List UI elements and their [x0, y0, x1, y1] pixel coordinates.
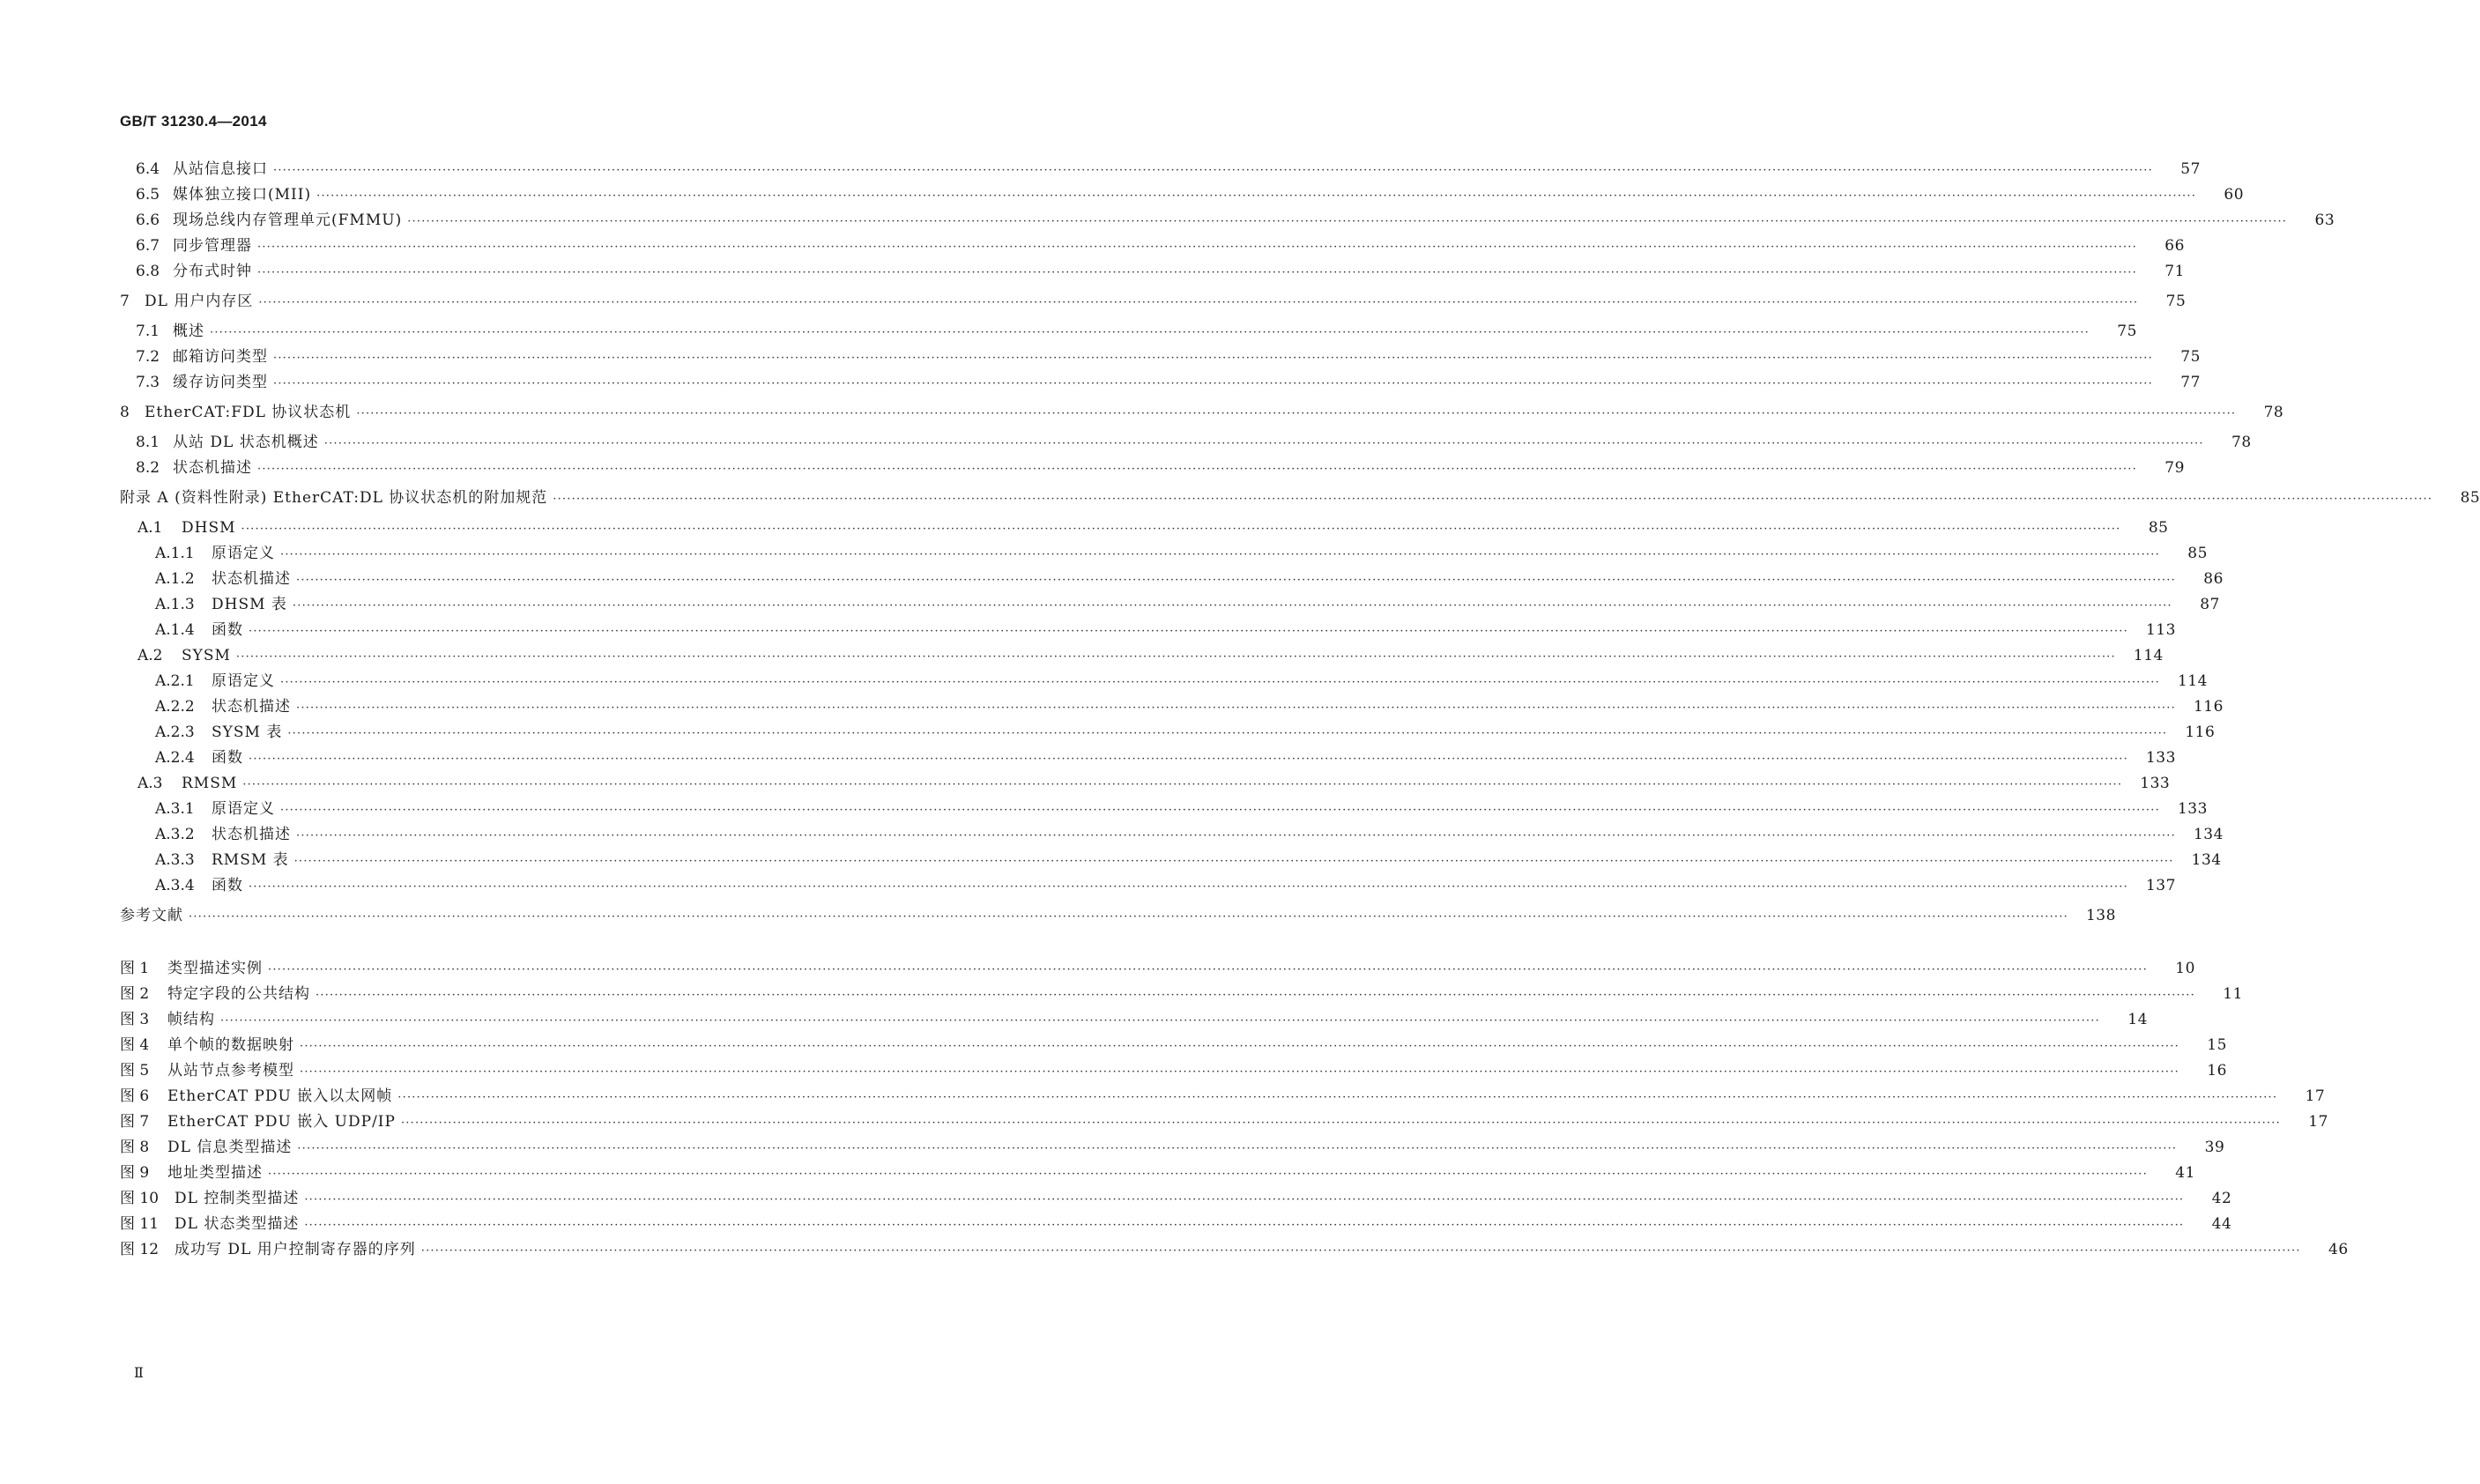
toc-entry-title: 原语定义 [212, 800, 275, 818]
toc-dot-leader: ················································································································································································································································································································································································································ [249, 753, 2128, 766]
toc-entry-page: 63 [2314, 211, 2335, 229]
toc-entry-title: 同步管理器 [173, 237, 252, 255]
toc-dot-leader: ················································································································································································································································································································································································································ [323, 437, 2204, 450]
toc-entry-title: 类型描述实例 [167, 960, 263, 977]
toc-entry-number: 图 10 [120, 1190, 160, 1207]
toc-dot-leader: ················································································································································································································································································································································································································ [210, 326, 2090, 339]
toc-dot-leader: ················································································································································································································································································································································································································ [257, 266, 2137, 279]
toc-entry-title: SYSM 表 [212, 723, 283, 741]
toc-entry-page: 85 [2187, 545, 2208, 562]
toc-entry-number: A.3.1 [155, 800, 195, 818]
toc-entry-page: 133 [2177, 800, 2208, 818]
toc-entry[interactable] [0, 543, 2208, 564]
toc-dot-leader: ················································································································································································································································································································································································································ [189, 910, 2068, 924]
toc-dot-leader: ················································································································································································································································································································································································································ [397, 1091, 2278, 1104]
toc-entry-title: 邮箱访问类型 [173, 348, 268, 366]
toc-entry-number: A.2.4 [155, 749, 195, 767]
toc-entry-page: 66 [2164, 237, 2185, 255]
toc-dot-leader: ················································································································································································································································································································································································································ [249, 880, 2128, 894]
toc-entry-number: 图 2 [120, 985, 150, 1003]
toc-entry-title: 成功写 DL 用户控制寄存器的序列 [174, 1241, 416, 1258]
toc-entry-page: 71 [2164, 263, 2185, 280]
toc-entry[interactable] [0, 402, 2284, 423]
toc-entry-title: 特定字段的公共结构 [167, 985, 310, 1003]
toc-entry-title: 从站 DL 状态机概述 [173, 434, 319, 451]
toc-entry[interactable] [0, 184, 2245, 205]
toc-entry-title: 缓存访问类型 [173, 374, 268, 391]
toc-entry[interactable] [0, 958, 2195, 979]
toc-entry-number: 图 3 [120, 1011, 150, 1028]
toc-entry-page: 42 [2211, 1190, 2232, 1207]
toc-entry[interactable] [0, 722, 2216, 743]
toc-entry-number: 7.2 [136, 348, 160, 366]
toc-entry-title: SYSM [182, 647, 231, 664]
toc-entry[interactable] [0, 983, 2243, 1005]
toc-entry[interactable] [0, 487, 2480, 508]
toc-entry-page: 85 [2460, 489, 2480, 507]
toc-entry-number: 7.1 [136, 323, 160, 340]
toc-entry[interactable] [0, 457, 2185, 479]
toc-entry[interactable] [0, 1239, 2349, 1260]
toc-entry[interactable] [0, 850, 2222, 871]
toc-dot-leader: ················································································································································································································································································································································································································ [293, 855, 2174, 868]
toc-dot-leader: ················································································································································································································································································································································································································ [420, 1244, 2301, 1258]
toc-entry-number: 图 7 [120, 1113, 150, 1131]
toc-entry-page: 57 [2180, 160, 2201, 178]
toc-entry-title: 地址类型描述 [167, 1164, 263, 1182]
toc-entry[interactable] [0, 696, 2224, 717]
toc-entry-title: 状态机描述 [212, 698, 291, 716]
toc-entry-page: 114 [2177, 672, 2208, 690]
toc-entry-number: A.1.2 [155, 570, 195, 588]
toc-entry-title: EtherCAT PDU 嵌入以太网帧 [167, 1087, 393, 1105]
toc-entry-number: 6.4 [136, 160, 160, 178]
toc-entry-page: 78 [2231, 434, 2252, 451]
toc-entry-number: 8.1 [136, 434, 160, 451]
toc-entry-page: 85 [2148, 519, 2169, 537]
toc-entry-title: DL 信息类型描述 [167, 1139, 293, 1156]
toc-dot-leader: ················································································································································································································································································································································································································ [296, 829, 2176, 842]
toc-entry-title: DHSM 表 [212, 596, 287, 613]
toc-dot-leader: ················································································································································································································································································································································································································ [297, 1142, 2178, 1155]
toc-dot-leader: ················································································································································································································································································································································································································ [300, 1040, 2179, 1053]
toc-entry-title: 参考文献 [120, 907, 183, 924]
toc-entry-title: 帧结构 [167, 1011, 215, 1028]
toc-entry-page: 78 [2263, 404, 2284, 421]
toc-dot-leader: ················································································································································································································································································································································································································ [316, 989, 2195, 1002]
toc-entry-title: DL 控制类型描述 [174, 1190, 300, 1207]
toc-entry-page: 15 [2207, 1036, 2227, 1054]
toc-dot-leader: ················································································································································································································································································································································································································ [296, 701, 2176, 715]
toc-dot-leader: ················································································································································································································································································································································································································ [280, 676, 2160, 689]
toc-entry-number: 图 12 [120, 1241, 160, 1258]
toc-entry-number: A.1.4 [155, 621, 195, 639]
toc-entry[interactable] [0, 159, 2201, 180]
toc-dot-leader: ················································································································································································································································································································································································································ [304, 1219, 2185, 1232]
toc-entry-title: 从站信息接口 [173, 160, 268, 178]
toc-entry-number: 图 11 [120, 1215, 160, 1233]
toc-entry-page: 116 [2193, 698, 2224, 716]
toc-dot-leader: ················································································································································································································································································································································································································ [356, 407, 2237, 420]
toc-entry[interactable] [0, 1035, 2227, 1056]
toc-entry-number: A.3.2 [155, 826, 195, 843]
toc-entry-page: 16 [2207, 1062, 2227, 1080]
toc-dot-leader: ················································································································································································································································································································································································································ [268, 1168, 2148, 1181]
toc-entry-page: 41 [2175, 1164, 2195, 1182]
toc-entry-number: 6.5 [136, 186, 160, 204]
toc-entry-page: 75 [2117, 323, 2137, 340]
toc-entry-title: 现场总线内存管理单元(FMMU) [173, 211, 403, 229]
toc-entry-number: 8 [120, 404, 130, 421]
toc-entry[interactable] [0, 346, 2201, 367]
toc-entry[interactable] [0, 747, 2176, 768]
toc-dot-leader: ················································································································································································································································································································································································································ [257, 463, 2137, 476]
toc-entry-number: A.2.2 [155, 698, 195, 716]
toc-dot-leader: ················································································································································································································································································································································································································ [241, 523, 2121, 536]
toc-entry-number: 8.2 [136, 459, 160, 477]
toc-entry[interactable] [0, 1213, 2232, 1235]
toc-dot-leader: ················································································································································································································································································································································································································ [280, 548, 2160, 561]
toc-entry-title: 从站节点参考模型 [167, 1062, 294, 1080]
standard-code-header: GB/T 31230.4—2014 [120, 113, 267, 130]
toc-entry-number: A.2.1 [155, 672, 195, 690]
toc-entry-number: A.1 [137, 519, 163, 537]
toc-dot-leader: ················································································································································································································································································································································································································ [258, 296, 2139, 309]
toc-entry-page: 134 [2193, 826, 2224, 843]
toc-entry-page: 137 [2145, 877, 2176, 894]
toc-entry-page: 11 [2223, 985, 2243, 1003]
toc-entry[interactable] [0, 1086, 2326, 1107]
toc-entry-page: 44 [2211, 1215, 2232, 1233]
toc-dot-leader: ················································································································································································································································································································································································································ [280, 804, 2160, 817]
toc-entry[interactable] [0, 432, 2252, 453]
toc-entry-title: 概述 [173, 323, 204, 340]
toc-entry-number: A.3.3 [155, 851, 195, 869]
toc-dot-leader: ················································································································································································································································································································································································································ [249, 625, 2128, 638]
toc-dot-leader: ················································································································································································································································································································································································································ [300, 1065, 2179, 1079]
toc-dot-leader: ················································································································································································································································································································································································································ [400, 1117, 2281, 1130]
toc-entry-number: A.1.1 [155, 545, 195, 562]
toc-entry-page: 116 [2185, 723, 2216, 741]
toc-entry-number: A.3 [137, 775, 163, 792]
toc-entry[interactable] [0, 1060, 2227, 1081]
toc-entry-page: 17 [2305, 1087, 2326, 1105]
toc-entry-page: 133 [2140, 775, 2171, 792]
toc-entry[interactable] [0, 568, 2224, 590]
toc-entry-number: 6.7 [136, 237, 160, 255]
toc-entry-number: A.3.4 [155, 877, 195, 894]
toc-dot-leader: ················································································································································································································································································································································································································ [273, 352, 2153, 365]
toc-dot-leader: ················································································································································································································································································································································································································ [304, 1193, 2185, 1206]
toc-entry-title: DL 用户内存区 [145, 293, 254, 310]
toc-entry[interactable] [0, 372, 2201, 393]
toc-entry-title: EtherCAT:FDL 协议状态机 [145, 404, 352, 421]
toc-entry-title: 函数 [212, 877, 243, 894]
page-number-footer: Ⅱ [134, 1364, 144, 1381]
toc-entry[interactable] [0, 620, 2176, 641]
toc-entry[interactable] [0, 875, 2176, 896]
toc-entry-page: 138 [2085, 907, 2116, 924]
toc-entry-number: 图 5 [120, 1062, 150, 1080]
toc-entry-page: 46 [2328, 1241, 2349, 1258]
toc-entry[interactable] [0, 798, 2208, 820]
toc-dot-leader: ················································································································································································································································································································································································································ [273, 164, 2153, 177]
toc-entry[interactable] [0, 773, 2171, 794]
toc-dot-leader: ················································································································································································································································································································································································································ [553, 493, 2433, 506]
toc-entry-title: 附录 A (资料性附录) EtherCAT:DL 协议状态机的附加规范 [120, 489, 548, 507]
toc-entry[interactable] [0, 1137, 2225, 1158]
toc-entry-page: 10 [2175, 960, 2195, 977]
toc-entry-title: RMSM 表 [212, 851, 289, 869]
toc-entry-title: 原语定义 [212, 672, 275, 690]
toc-entry-number: 7.3 [136, 374, 160, 391]
toc-entry[interactable] [0, 824, 2224, 845]
toc-entry[interactable] [0, 1111, 2328, 1132]
toc-dot-leader: ················································································································································································································································································································································································································ [268, 963, 2148, 976]
toc-entry[interactable] [0, 1009, 2148, 1030]
toc-entry-title: 原语定义 [212, 545, 275, 562]
toc-dot-leader: ················································································································································································································································································································································································································ [257, 241, 2137, 254]
toc-dot-leader: ················································································································································································································································································································································································································ [316, 189, 2197, 203]
toc-entry-page: 86 [2203, 570, 2224, 588]
toc-entry-title: DHSM [182, 519, 236, 537]
toc-entry-number: 6.6 [136, 211, 160, 229]
toc-dot-leader: ················································································································································································································································································································································································································ [407, 215, 2288, 228]
toc-entry-number: A.1.3 [155, 596, 195, 613]
toc-entry-title: EtherCAT PDU 嵌入 UDP/IP [167, 1113, 396, 1131]
toc-dot-leader: ················································································································································································································································································································································································································ [292, 599, 2172, 612]
toc-entry-title: 分布式时钟 [173, 263, 252, 280]
toc-entry-title: RMSM [182, 775, 238, 792]
toc-entry-page: 75 [2180, 348, 2201, 366]
toc-entry-title: 函数 [212, 621, 243, 639]
toc-entry-title: 状态机描述 [212, 570, 291, 588]
toc-entry-number: A.2.3 [155, 723, 195, 741]
toc-entry-title: 函数 [212, 749, 243, 767]
toc-entry-number: A.2 [137, 647, 163, 664]
toc-entry-title: 单个帧的数据映射 [167, 1036, 294, 1054]
toc-entry-title: 媒体独立接口(MII) [173, 186, 312, 204]
toc-entry-page: 87 [2200, 596, 2220, 613]
toc-entry[interactable] [0, 905, 2116, 926]
toc-entry-title: DL 状态类型描述 [174, 1215, 300, 1233]
toc-entry-page: 60 [2224, 186, 2245, 204]
toc-entry-page: 134 [2191, 851, 2222, 869]
toc-entry[interactable] [0, 210, 2335, 231]
toc-entry[interactable] [0, 671, 2208, 692]
toc-entry-number: 7 [120, 293, 130, 310]
toc-dot-leader: ················································································································································································································································································································································································································ [235, 650, 2116, 664]
toc-entry-page: 39 [2204, 1139, 2225, 1156]
toc-entry-number: 图 4 [120, 1036, 150, 1054]
toc-entry-number: 6.8 [136, 263, 160, 280]
toc-entry-page: 77 [2180, 374, 2201, 391]
toc-entry-page: 133 [2145, 749, 2176, 767]
toc-entry[interactable] [0, 1188, 2232, 1209]
toc-entry[interactable] [0, 1162, 2195, 1183]
toc-entry-page: 75 [2165, 293, 2187, 310]
toc-entry-page: 113 [2145, 621, 2176, 639]
toc-entry[interactable] [0, 517, 2169, 538]
toc-entry[interactable] [0, 594, 2220, 615]
toc-dot-leader: ················································································································································································································································································································································································································ [273, 377, 2153, 390]
toc-entry-number: 图 6 [120, 1087, 150, 1105]
toc-entry[interactable] [0, 235, 2185, 256]
toc-dot-leader: ················································································································································································································································································································································································································ [242, 778, 2123, 791]
toc-entry[interactable] [0, 291, 2187, 312]
toc-entry[interactable] [0, 645, 2164, 666]
toc-entry-page: 79 [2164, 459, 2185, 477]
toc-entry[interactable] [0, 321, 2137, 342]
toc-entry-number: 图 9 [120, 1164, 150, 1182]
toc-entry-title: 状态机描述 [173, 459, 252, 477]
toc-dot-leader: ················································································································································································································································································································································································································ [220, 1014, 2100, 1028]
toc-entry-page: 14 [2127, 1011, 2148, 1028]
toc-entry-number: 图 1 [120, 960, 150, 977]
toc-entry-page: 17 [2308, 1113, 2328, 1131]
toc-entry[interactable] [0, 261, 2185, 282]
toc-dot-leader: ················································································································································································································································································································································································································ [296, 574, 2176, 587]
toc-entry-page: 114 [2133, 647, 2164, 664]
toc-entry-title: 状态机描述 [212, 826, 291, 843]
toc-dot-leader: ················································································································································································································································································································································································································ [287, 727, 2168, 740]
toc-entry-number: 图 8 [120, 1139, 150, 1156]
